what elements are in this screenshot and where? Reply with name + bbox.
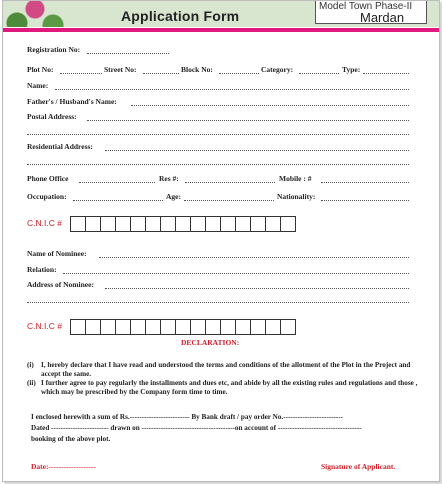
cnic-digit-box[interactable]: [175, 319, 191, 335]
application-form-page: [2, 0, 440, 482]
declaration-item-text: I, hereby declare that I have read and understood the terms and conditions of the allotment of the Plot in the Project and accept the same.: [41, 361, 411, 378]
cnic-digit-box[interactable]: [85, 216, 101, 232]
cnic-digit-box[interactable]: [115, 216, 131, 232]
relation-label: Relation:: [27, 265, 57, 274]
cnic-digit-box[interactable]: [145, 319, 161, 335]
res-field[interactable]: [185, 182, 275, 183]
occupation-label: Occupation:: [27, 192, 67, 201]
category-label: Category:: [261, 65, 294, 74]
scheme-name-box: [315, 0, 427, 24]
cnic-digit-box[interactable]: [100, 319, 116, 335]
name-field[interactable]: [55, 89, 409, 90]
declaration-item: [27, 361, 423, 381]
mobile-field[interactable]: [321, 182, 409, 183]
cnic-digit-box[interactable]: [265, 319, 281, 335]
cnic-digit-box[interactable]: [70, 319, 86, 335]
cnic-digit-box[interactable]: [220, 216, 236, 232]
cnic-digit-box[interactable]: [85, 319, 101, 335]
rose-logo-icon: [3, 1, 67, 27]
father-husband-name-field[interactable]: [131, 105, 409, 106]
plot-no-field[interactable]: [60, 73, 102, 74]
cnic-input-boxes[interactable]: [70, 216, 295, 232]
form-title: Application Form: [121, 8, 240, 24]
registration-no-field[interactable]: [87, 53, 169, 54]
date-label: Date:-------------------: [31, 462, 96, 471]
declaration-item-text: I further agree to pay regularly the installments and dues etc, and abide by all the existing rules and regulations and those , which may be prescribed by the Company form time to time.: [41, 379, 418, 396]
cnic-digit-box[interactable]: [160, 319, 176, 335]
cnic-digit-box[interactable]: [250, 216, 266, 232]
postal-address-field-line2[interactable]: [27, 134, 409, 135]
cnic-digit-box[interactable]: [235, 216, 251, 232]
cnic-digit-box[interactable]: [70, 216, 86, 232]
nominee-address-field[interactable]: [105, 288, 409, 289]
nominee-name-label: Name of Nominee:: [27, 249, 87, 258]
relation-field[interactable]: [63, 273, 409, 274]
declaration-item-number: (ii): [27, 379, 36, 387]
cnic-digit-box[interactable]: [175, 216, 191, 232]
res-label: Res #:: [159, 174, 179, 183]
cnic-digit-box[interactable]: [205, 216, 221, 232]
scheme-name-line1: Model Town Phase-II: [319, 1, 413, 12]
payment-line-booking: booking of the above plot.: [31, 435, 111, 443]
block-no-label: Block No:: [181, 65, 213, 74]
mobile-label: Mobile : #: [279, 174, 312, 183]
cnic-digit-box[interactable]: [205, 319, 221, 335]
registration-no-label: Registration No:: [27, 45, 81, 54]
nominee-cnic-label: C.N.I.C #: [27, 321, 62, 331]
cnic-digit-box[interactable]: [250, 319, 266, 335]
cnic-digit-box[interactable]: [145, 216, 161, 232]
scheme-name-line2: Mardan: [360, 10, 405, 25]
age-label: Age:: [166, 192, 181, 201]
postal-address-label: Postal Address:: [27, 112, 77, 121]
postal-address-field[interactable]: [87, 120, 409, 121]
type-label: Type:: [342, 65, 361, 74]
name-label: Name:: [27, 81, 49, 90]
header-divider: [3, 28, 439, 32]
plot-no-label: Plot No:: [27, 65, 54, 74]
payment-line-amount: I enclosed herewith a sum of Rs.------------------------- By Bank draft / pay order No.-------------------------: [31, 413, 344, 421]
cnic-digit-box[interactable]: [160, 216, 176, 232]
occupation-field[interactable]: [73, 200, 163, 201]
phone-office-label: Phone Office: [27, 174, 69, 183]
nominee-name-field[interactable]: [99, 257, 409, 258]
declaration-heading: DECLARATION:: [181, 338, 240, 347]
residential-address-field[interactable]: [105, 150, 409, 151]
declaration-item: [27, 379, 423, 399]
nominee-address-field-line2[interactable]: [27, 302, 409, 303]
street-no-label: Street No:: [104, 65, 137, 74]
cnic-digit-box[interactable]: [280, 319, 296, 335]
signature-label: Signature of Applicant.: [321, 462, 396, 471]
age-field[interactable]: [184, 200, 274, 201]
cnic-digit-box[interactable]: [130, 216, 146, 232]
cnic-digit-box[interactable]: [115, 319, 131, 335]
nominee-cnic-input-boxes[interactable]: [70, 319, 295, 335]
cnic-digit-box[interactable]: [190, 319, 206, 335]
cnic-digit-box[interactable]: [190, 216, 206, 232]
nationality-label: Nationality:: [277, 192, 316, 201]
cnic-digit-box[interactable]: [220, 319, 236, 335]
form-header: [3, 1, 439, 27]
cnic-digit-box[interactable]: [130, 319, 146, 335]
type-field[interactable]: [363, 73, 409, 74]
street-no-field[interactable]: [143, 73, 179, 74]
payment-line-dated: Dated ------------------------ drawn on ---------------------------------------on account of -----------------------------------: [31, 424, 362, 432]
cnic-digit-box[interactable]: [265, 216, 281, 232]
nationality-field[interactable]: [321, 200, 409, 201]
block-no-field[interactable]: [219, 73, 259, 74]
cnic-digit-box[interactable]: [100, 216, 116, 232]
residential-address-field-line2[interactable]: [27, 164, 409, 165]
declaration-item-number: (i): [27, 361, 34, 369]
cnic-digit-box[interactable]: [235, 319, 251, 335]
father-husband-name-label: Father's / Husband's Name:: [27, 97, 117, 106]
cnic-digit-box[interactable]: [280, 216, 296, 232]
cnic-label: C.N.I.C #: [27, 218, 62, 228]
category-field[interactable]: [299, 73, 339, 74]
phone-office-field[interactable]: [79, 182, 155, 183]
nominee-address-label: Address of Nominee:: [27, 280, 94, 289]
residential-address-label: Residential Address:: [27, 142, 93, 151]
